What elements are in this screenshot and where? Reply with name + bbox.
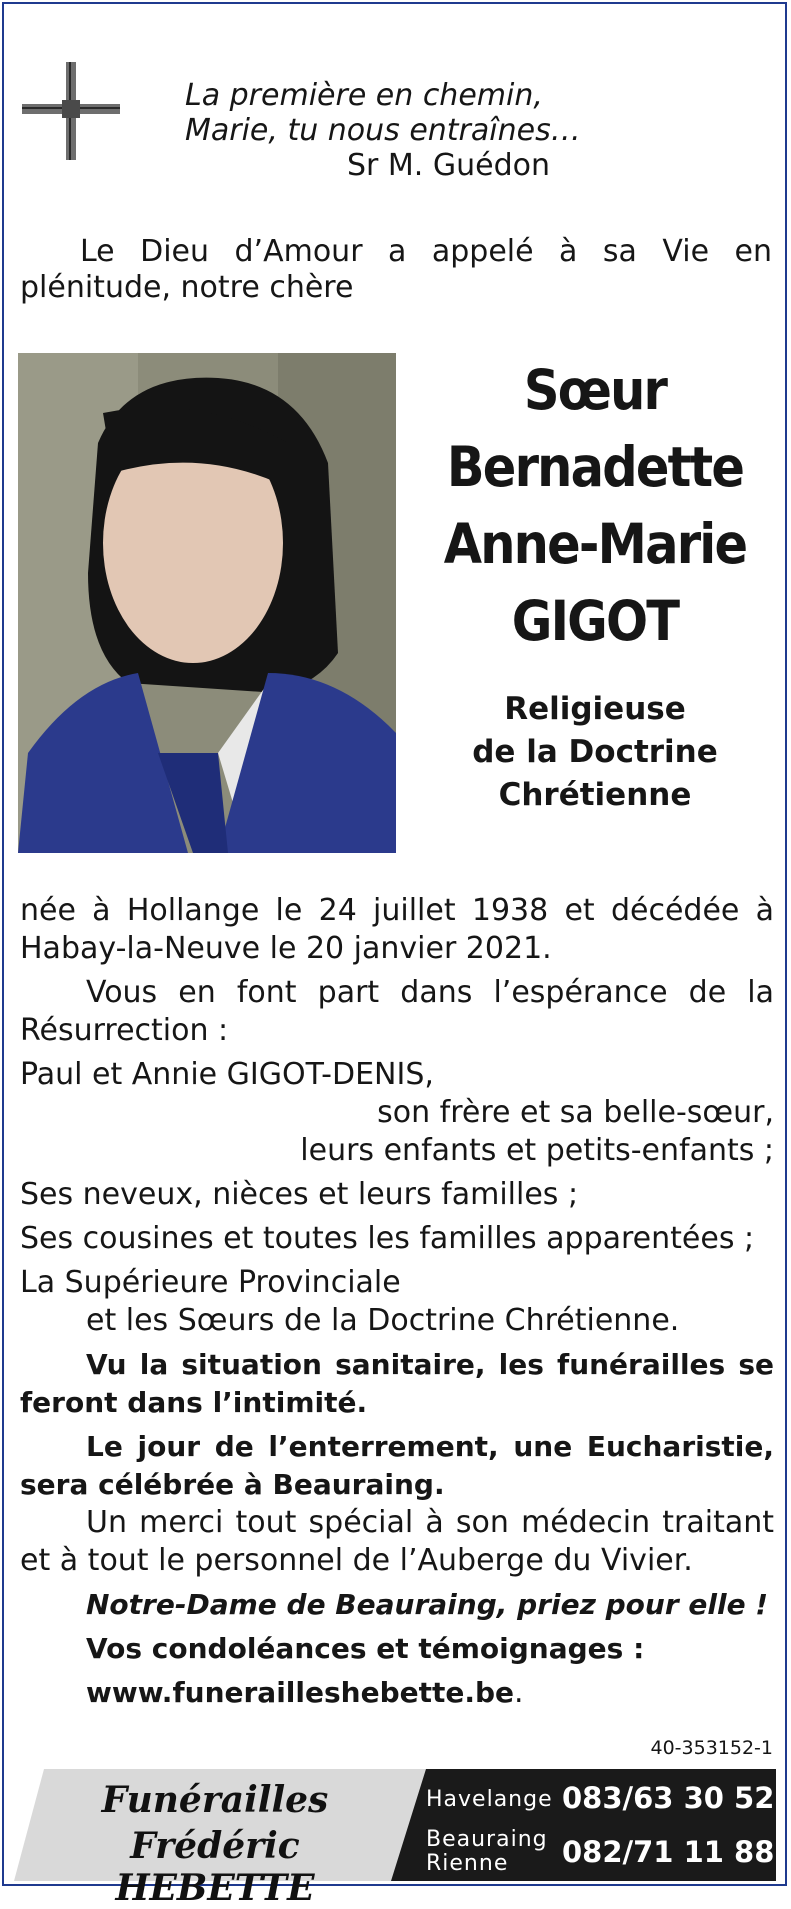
website-link[interactable]: www.funerailleshebette.be: [86, 1676, 515, 1709]
company-name-line-2: Frédéric HEBETTE: [115, 1825, 315, 1909]
deceased-name-line-2: Bernadette: [446, 435, 744, 499]
cross-icon: [22, 62, 120, 160]
family-line-1: Paul et Annie GIGOT-DENIS,: [20, 1057, 434, 1092]
thanks-text: Un merci tout spécial à son médecin traitant et à tout le personnel de l’Auberge du Vivier.: [20, 1505, 774, 1578]
role-line-2: de la Doctrine: [472, 734, 718, 770]
condolences-text: Vos condoléances et témoignages :: [86, 1632, 645, 1665]
phone-havelange: 083/63 30 52: [562, 1781, 775, 1815]
deceased-role: [410, 688, 780, 817]
phone-beauraing-rienne: 082/71 11 88: [562, 1835, 775, 1869]
obituary-body: [20, 892, 774, 1712]
family-line-2: Ses neveux, nièces et leurs familles ;: [20, 1177, 579, 1212]
role-line-3: Chrétienne: [498, 777, 692, 813]
deceased-name-line-1: Sœur: [523, 358, 667, 422]
birth-death-text: née à Hollange le 24 juillet 1938 et décédée à Habay-la-Neuve le 20 janvier 2021.: [20, 893, 774, 966]
portrait-photo: [18, 353, 396, 853]
reference-number: 40-353152-1: [650, 1737, 773, 1759]
prayer-text: Notre-Dame de Beauraing, priez pour elle !: [86, 1588, 769, 1621]
website-line: [20, 1674, 774, 1712]
website-period: .: [514, 1675, 524, 1710]
family-line-4b: et les Sœurs de la Doctrine Chrétienne.: [86, 1303, 680, 1338]
quote-line-2: Marie, tu nous entraînes…: [185, 113, 581, 148]
company-name-line-1: Funérailles: [101, 1779, 329, 1821]
deceased-name-line-3: Anne-Marie: [443, 512, 747, 576]
role-line-1: Religieuse: [504, 691, 686, 727]
family-relation-1: son frère et sa belle-sœur,: [377, 1095, 774, 1130]
town-beauraing: Beauraing: [426, 1827, 548, 1852]
funeral-home-banner: [14, 1769, 776, 1909]
deceased-name-block: [410, 352, 780, 817]
intro-text: Le Dieu d’Amour a appelé à sa Vie en plénitude, notre chère: [20, 234, 772, 305]
town-rienne: Rienne: [426, 1851, 509, 1876]
eucharist-notice: Le jour de l’enterrement, une Eucharistie, sera célébrée à Beauraing.: [20, 1430, 774, 1501]
quote-line-1: La première en chemin,: [185, 78, 543, 113]
epigraph-quote: [185, 78, 581, 183]
family-line-3: Ses cousines et toutes les familles apparentées ;: [20, 1221, 755, 1256]
family-children-1: leurs enfants et petits-enfants ;: [300, 1133, 774, 1168]
funeral-notice: Vu la situation sanitaire, les funérailles se feront dans l’intimité.: [20, 1348, 774, 1419]
family-line-4: La Supérieure Provinciale: [20, 1265, 401, 1300]
deceased-surname: GIGOT: [511, 589, 679, 653]
town-havelange: Havelange: [426, 1787, 553, 1812]
quote-author: Sr M. Guédon: [347, 148, 550, 183]
announcement-text: Vous en font part dans l’espérance de la Résurrection :: [20, 975, 774, 1048]
